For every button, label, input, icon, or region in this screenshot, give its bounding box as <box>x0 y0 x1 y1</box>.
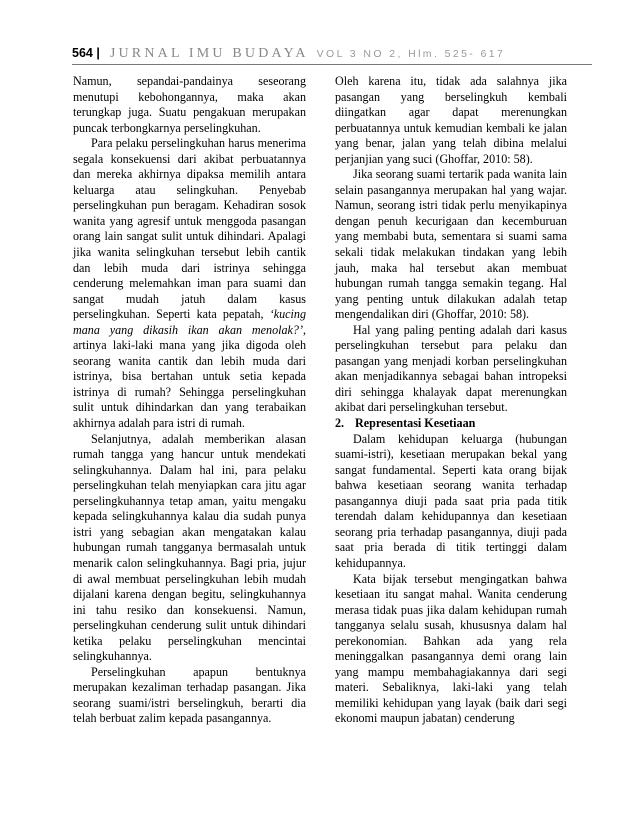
paragraph: Namun, sepandai-pandainya seseorang menutupi kebohongannya, maka akan terungkap juga. Suatu pengakuan merupakan puncak terbongkarnya perselingkuhan. <box>73 74 306 135</box>
section-heading <box>335 416 567 432</box>
page-number: 564 | <box>72 46 100 60</box>
journal-title: JURNAL IMU BUDAYA <box>109 46 309 61</box>
right-column <box>335 74 567 727</box>
paragraph: Jika seorang suami tertarik pada wanita lain selain pasangannya merupakan hal yang wajar. Namun, seorang istri tidak perlu menyikapinya dengan penuh kecurigaan dan kecemburuan yang membabi buta, sementara si suami sama sekali tidak melakukan tindakan yang lebih jauh, maka hal tersebut akan membuat hubungan rumah tangga semakin tegang. Hal yang penting untuk dilakukan adalah tetap mengendalikan diri (Ghoffar, 2010: 58). <box>335 167 567 322</box>
running-header <box>72 44 592 66</box>
volume-info: VOL 3 NO 2, Hlm. 525- 617 <box>316 48 506 60</box>
proverb-quote: ‘kucing mana yang dikasih ikan akan menolak?’ <box>73 307 306 337</box>
paragraph: Selanjutnya, adalah memberikan alasan rumah tangga yang hancur untuk mendekati selingkuhannya. Dalam hal ini, para pelaku perselingkuhan telah menyiapkan cara jitu agar perselingkuhannya tetap aman, yaitu mengaku kepada selingkuhannya kalau dia sudah punya istri yang sebagian akan mengatakan kalau hubungan rumah tangganya bermasalah untuk menarik calon selingkuhannya. Bagi pria, jujur di awal membuat perselingkuhan lebih mudah dijalani karena dengan begitu, selingkuhannya ini tahu resiko dan konsekuensi. Namun, perselingkuhan cenderung sulit untuk dihindari ketika pelaku perselingkuhan mencintai selingkuhannya. <box>73 431 306 664</box>
paragraph-text: , artinya laki-laki mana yang jika digoda oleh seorang wanita cantik dan lebih muda dari istrinya, bisa bertahan untuk setia kepada istrinya di rumah? Sehingga perselingkuhan sulit untuk dihindarkan dan yang terabaikan akhirnya adalah para istri di rumah. <box>73 322 306 431</box>
paragraph: Hal yang paling penting adalah dari kasus perselingkuhan tersebut para pelaku dan pasangan yang menjadi korban perselingkuhan akan menjadikannya sebagai bahan intropeksi diri sehingga khalayak dapat merenungkan akibat dari perselingkuhan tersebut. <box>335 322 567 415</box>
paragraph <box>73 136 306 431</box>
paragraph-text: Para pelaku perselingkuhan harus menerima segala konsekuensi dari akibat perbuatannya dan mereka akhirnya dipaksa memilih antara keluarga atau selingkuhan. Penyebab perselingkuhan pun beragam. Kehadiran sosok wanita yang agresif untuk menggoda pasangan orang lain sangat sulit untuk dihindari. Apalagi jika wanita selingkuhan tersebut lebih cantik dan lebih muda dari istrinya sehingga cenderung melemahkan iman para suami dan sangat mudah jatuh dalam kasus perselingkuhan. Seperti kata pepatah, <box>73 136 306 322</box>
paragraph: Perselingkuhan apapun bentuknya merupakan kezaliman terhadap pasangan. Jika seorang suami/istri berselingkuh, berarti dia telah berbuat zalim kepada pasangannya. <box>73 664 306 726</box>
paragraph: Oleh karena itu, tidak ada salahnya jika pasangan yang berselingkuh kembali diingatkan agar dapat merenungkan perbuatannya untuk kemudian kembali ke jalan yang benar, jalan yang telah dibina melalui perjanjian yang suci (Ghoffar, 2010: 58). <box>335 74 567 166</box>
left-column <box>73 74 306 727</box>
paragraph: Kata bijak tersebut mengingatkan bahwa kesetiaan itu sangat mahal. Wanita cenderung merasa tidak puas jika dalam kehidupan rumah tangganya selalu susah, khususnya dalam hal perekonomian. Bahkan ada yang rela meninggalkan pasangannya demi orang lain yang mampu membahagiakannya dari segi materi. Sebaliknya, laki-laki yang telah memiliki kehidupan yang layak (baik dari segi ekonomi maupun jabatan) cenderung <box>335 571 567 726</box>
paragraph: Dalam kehidupan keluarga (hubungan suami-istri), kesetiaan merupakan bekal yang sangat fundamental. Seperti kata orang bijak bahwa kesetiaan seorang wanita terhadap pasangannya diuji pada saat pria pada titik terendah dalam kehidupannya dan kesetiaan seorang pria terhadap pasangannya, diuji pada saat pria berada di titik tertinggi dalam kehidupannya. <box>335 431 567 570</box>
header-rule <box>72 64 592 65</box>
section-title: Representasi Kesetiaan <box>355 416 476 431</box>
section-number: 2. <box>335 416 345 431</box>
